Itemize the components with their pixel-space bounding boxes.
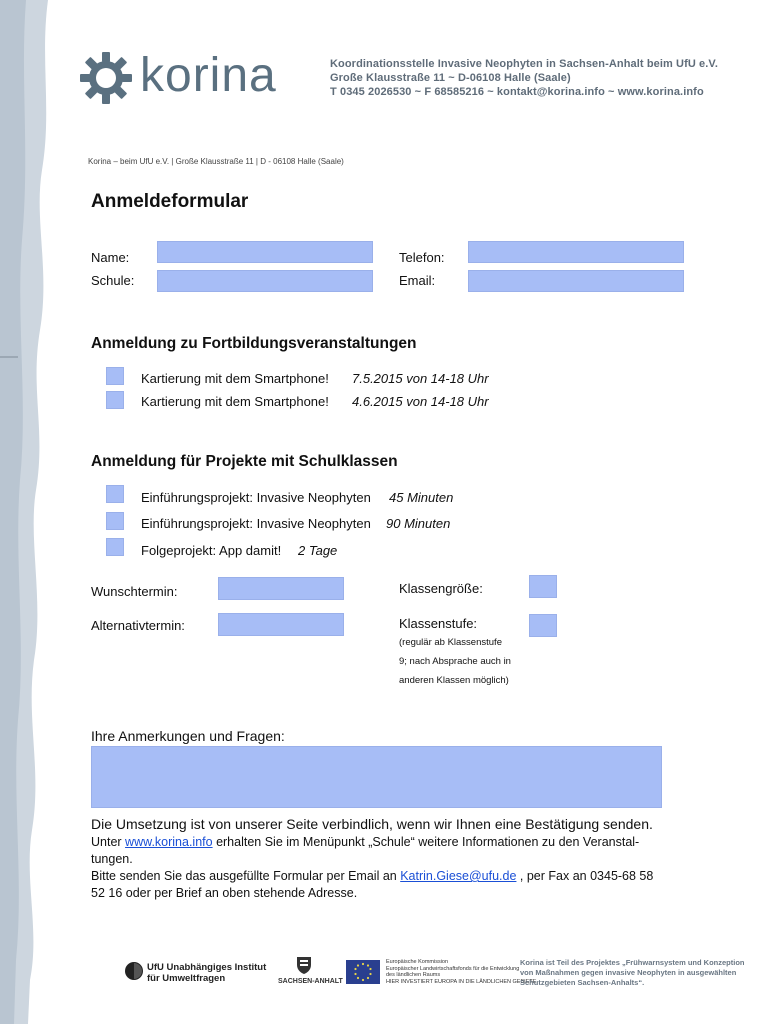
fortbildung-heading: Anmeldung zu Fortbildungsveranstaltungen (91, 335, 417, 352)
schule-label: Schule: (91, 273, 135, 288)
ufu-name-1: UfU Unabhängiges Institut (147, 962, 267, 973)
ufu-name-2: für Umweltfragen (147, 973, 226, 984)
schule-input[interactable] (157, 270, 373, 292)
klassengroesse-label: Klassengröße: (399, 581, 483, 596)
brand-name: korina (140, 49, 277, 102)
projekt-title-2: Einführungsprojekt: Invasive Neophyten (141, 516, 371, 531)
sachsen-anhalt-label: SACHSEN-ANHALT (278, 978, 343, 985)
comments-label: Ihre Anmerkungen und Fragen: (91, 728, 285, 744)
telefon-input[interactable] (468, 241, 684, 263)
footer-line-1: Die Umsetzung ist von unserer Seite verbindlich, wenn wir Ihnen eine Bestätigung senden. (91, 816, 653, 832)
klassenstufe-note-1: (regulär ab Klassenstufe (399, 637, 502, 648)
klassenstufe-note-2: 9; nach Absprache auch in (399, 656, 511, 667)
footer-line-5: 52 16 oder per Brief an oben stehende Adresse. (91, 886, 358, 900)
eu-line-1: Europäische Kommission (386, 959, 449, 965)
eu-line-2: Europäischer Landwirtschaftsfonds für die Entwicklung (386, 965, 520, 972)
form-title: Anmeldeformular (91, 191, 249, 212)
gear-logo-icon (78, 50, 134, 106)
projekte-heading: Anmeldung für Projekte mit Schulklassen (91, 453, 398, 470)
alternativtermin-input[interactable] (218, 613, 344, 636)
projekt-checkbox-3[interactable] (106, 538, 124, 556)
fortbildung-date-2: 4.6.2015 von 14-18 Uhr (352, 394, 489, 409)
footer-line-2-post: erhalten Sie im Menüpunkt „Schule“ weitere Informationen zu den Veranstal- (212, 835, 640, 849)
name-label: Name: (91, 250, 130, 265)
klassenstufe-note-3: anderen Klassen möglich) (399, 675, 509, 686)
address-line: Große Klausstraße 11 ~ D-06108 Halle (Saale) (330, 72, 571, 84)
footer-line-4-post: , per Fax an 0345-68 58 (516, 869, 654, 883)
klassengroesse-input[interactable] (529, 575, 557, 598)
project-line-2: von Maßnahmen gegen invasive Neophyten in ausgewählten (520, 968, 737, 977)
projekt-checkbox-1[interactable] (106, 485, 124, 503)
contact-line: T 0345 2026530 ~ F 68585216 ~ kontakt@korina.info ~ www.korina.info (330, 86, 704, 98)
telefon-label: Telefon: (399, 250, 445, 265)
fortbildung-date-1: 7.5.2015 von 14-18 Uhr (352, 371, 489, 386)
decorative-left-edge (0, 0, 60, 1024)
email-label: Email: (399, 273, 436, 288)
projekt-checkbox-2[interactable] (106, 512, 124, 530)
comments-textarea[interactable] (91, 746, 662, 808)
footer-line-2-pre: Unter (91, 835, 126, 849)
wunschtermin-input[interactable] (218, 577, 344, 600)
project-line-1: Korina ist Teil des Projektes „Frühwarnsystem und Konzeption (520, 958, 745, 967)
klassenstufe-label: Klassenstufe: (399, 616, 478, 631)
fortbildung-checkbox-2[interactable] (106, 391, 124, 409)
project-line-3: Schutzgebieten Sachsen-Anhalts“. (520, 978, 645, 987)
eu-line-3: des ländlichen Raums (386, 972, 441, 978)
email-link[interactable]: Katrin.Giese@ufu.de (400, 869, 517, 883)
return-address: Korina – beim UfU e.V. | Große Klausstraße 11 | D - 06108 Halle (Saale) (88, 157, 344, 166)
fortbildung-title-1: Kartierung mit dem Smartphone! (141, 371, 329, 386)
fortbildung-title-2: Kartierung mit dem Smartphone! (141, 394, 329, 409)
ufu-logo-icon (124, 961, 144, 981)
eu-line-4: HIER INVESTIERT EUROPA IN DIE LÄNDLICHEN GEBIETE (386, 978, 537, 985)
projekt-title-3: Folgeprojekt: App damit! (141, 543, 282, 558)
sachsen-anhalt-crest-icon (294, 955, 314, 975)
name-input[interactable] (157, 241, 373, 263)
org-line: Koordinationsstelle Invasive Neophyten in Sachsen-Anhalt beim UfU e.V. (330, 58, 719, 70)
eu-flag-icon (346, 960, 380, 984)
projekt-duration-2: 90 Minuten (386, 516, 451, 531)
projekt-duration-3: 2 Tage (298, 543, 338, 558)
footer-line-3: tungen. (91, 852, 133, 866)
footer-line-4-pre: Bitte senden Sie das ausgefüllte Formular per Email an (91, 869, 401, 883)
korina-website-link[interactable]: www.korina.info (125, 835, 213, 849)
projekt-title-1: Einführungsprojekt: Invasive Neophyten (141, 490, 371, 505)
wunschtermin-label: Wunschtermin: (91, 584, 178, 599)
fortbildung-checkbox-1[interactable] (106, 367, 124, 385)
klassenstufe-input[interactable] (529, 614, 557, 637)
email-input[interactable] (468, 270, 684, 292)
projekt-duration-1: 45 Minuten (389, 490, 454, 505)
alternativtermin-label: Alternativtermin: (91, 618, 185, 633)
